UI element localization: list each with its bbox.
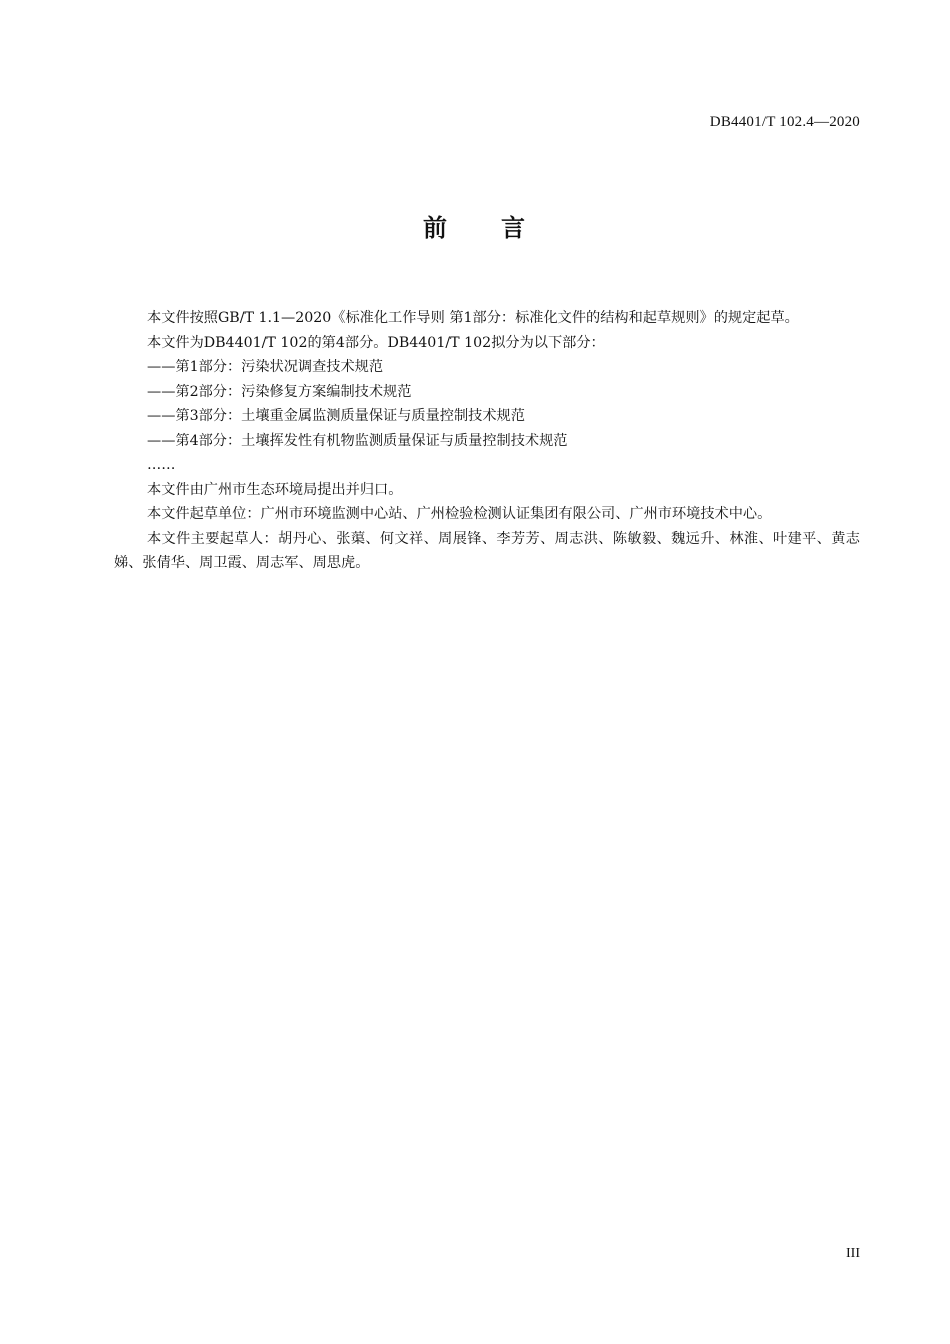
paragraph-proposer: 本文件由广州市生态环境局提出并归口。 bbox=[147, 481, 403, 498]
paragraph-drafters: 本文件主要起草人：胡丹心、张蕖、何文祥、周展锋、李芳芳、周志洪、陈敏毅、魏远升、林淮、叶建平、黄志娣、张倩华、周卫霞、周志军、周思虎。 bbox=[114, 530, 860, 571]
paragraph-parts-intro: 本文件为DB4401/T 102的第4部分。DB4401/T 102拟分为以下部分： bbox=[147, 334, 605, 351]
paragraph-drafting-units: 本文件起草单位：广州市环境监测中心站、广州检验检测认证集团有限公司、广州市环境技术中心。 bbox=[147, 506, 772, 522]
foreword-body bbox=[114, 306, 860, 576]
list-item-part-4: ——第4部分：土壤挥发性有机物监测质量保证与质量控制技术规范 bbox=[147, 432, 568, 449]
page-number: III bbox=[846, 1246, 860, 1261]
paragraph-drafting-rules: 本文件按照GB/T 1.1—2020《标准化工作导则 第1部分：标准化文件的结构和起草规则》的规定起草。 bbox=[147, 310, 799, 326]
list-item-part-2: ——第2部分：污染修复方案编制技术规范 bbox=[147, 383, 412, 400]
list-item-ellipsis: …… bbox=[147, 457, 176, 473]
list-item-part-3: ——第3部分：土壤重金属监测质量保证与质量控制技术规范 bbox=[147, 408, 525, 424]
page-title bbox=[0, 208, 950, 243]
page-title-char-1: 前 bbox=[423, 214, 449, 242]
page-title-char-2: 言 bbox=[501, 214, 527, 242]
document-code: DB4401/T 102.4—2020 bbox=[709, 114, 860, 130]
list-item-part-1: ——第1部分：污染状况调查技术规范 bbox=[147, 359, 384, 375]
